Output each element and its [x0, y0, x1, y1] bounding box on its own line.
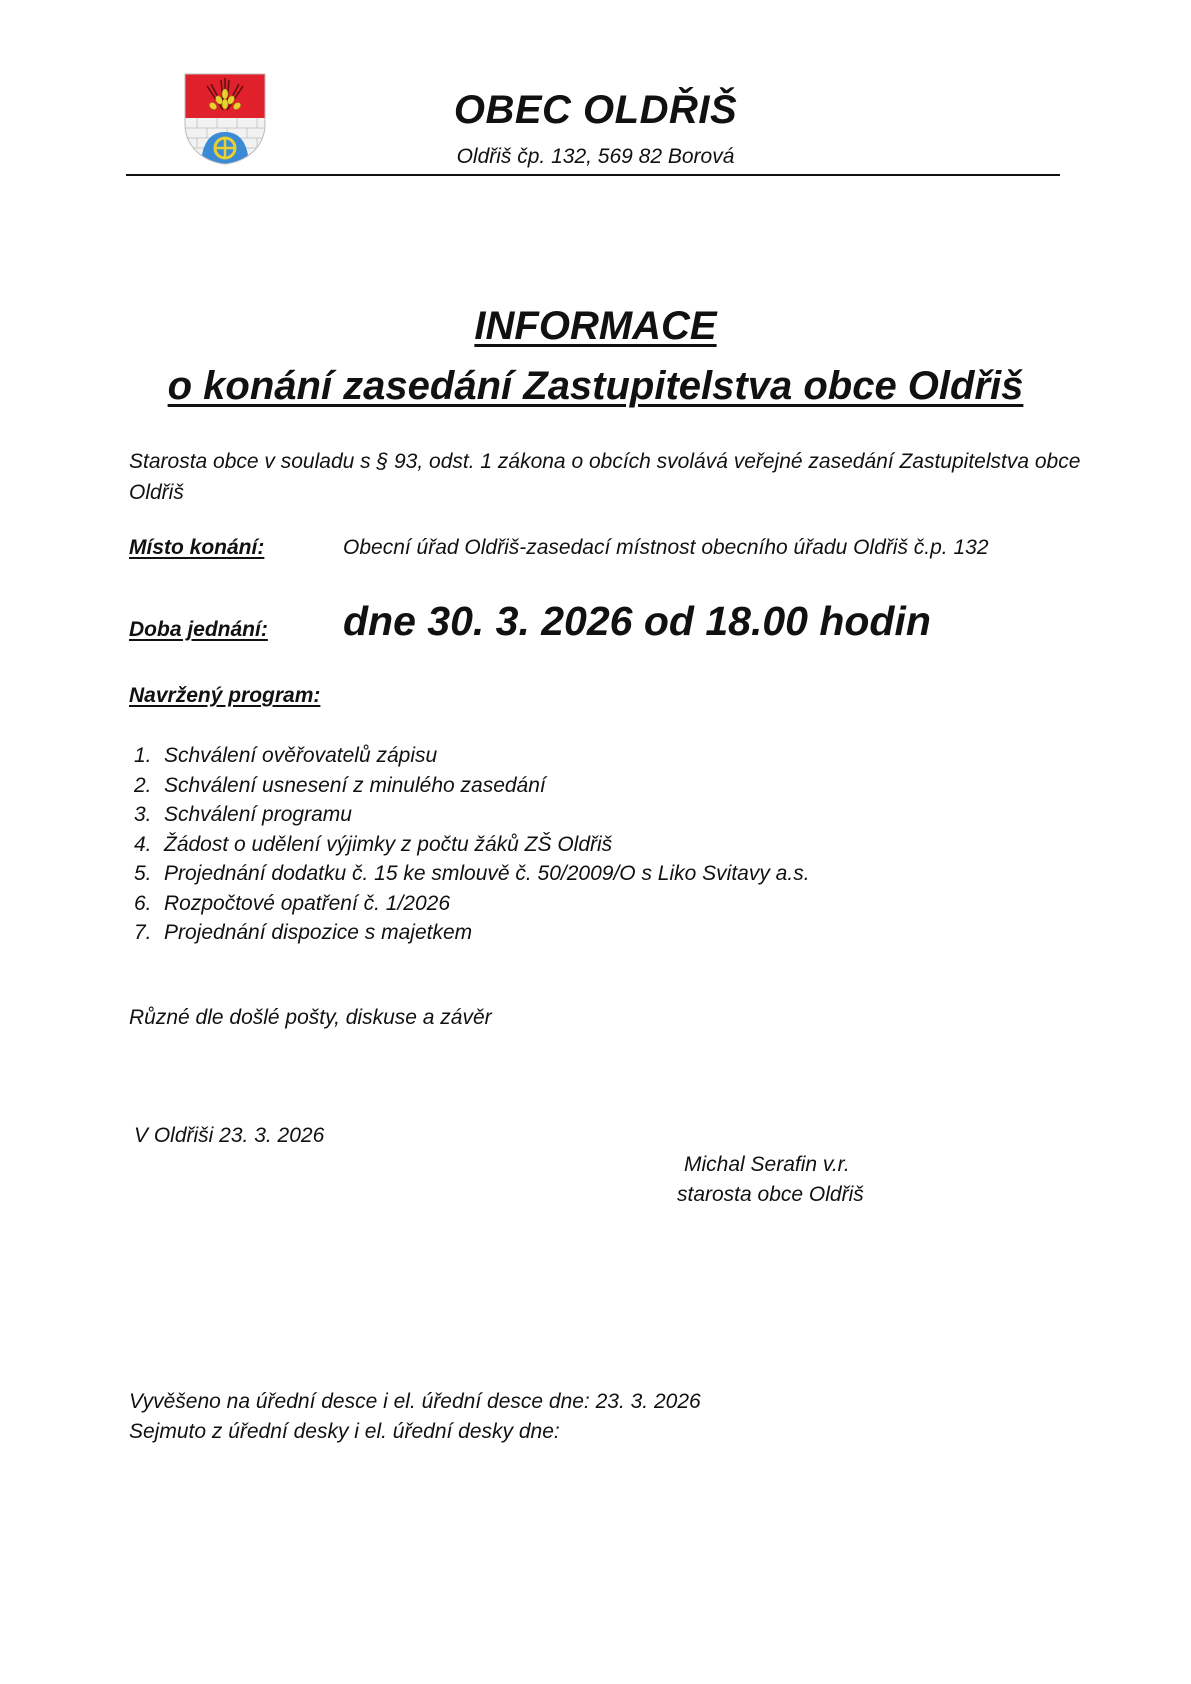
misc-note: Různé dle došlé pošty, diskuse a závěr	[129, 1006, 492, 1029]
intro-paragraph: Starosta obce v souladu s § 93, odst. 1 zákona o obcích svolává veřejné zasedání Zastupitelstva obce Oldřiš	[129, 450, 1081, 504]
agenda-item-text: Rozpočtové opatření č. 1/2026	[164, 891, 451, 915]
agenda-item-text: Žádost o udělení výjimky z počtu žáků ZŠ Oldřiš	[164, 832, 613, 856]
agenda-item	[134, 830, 810, 860]
agenda-item-number: 3.	[134, 803, 152, 826]
agenda-item	[134, 889, 810, 919]
organization-name: OBEC OLDŘIŠ	[453, 88, 738, 132]
program-label: Navržený program:	[129, 684, 321, 707]
agenda-item	[134, 741, 810, 771]
agenda-item	[134, 859, 810, 889]
agenda-item	[134, 800, 810, 830]
time-label: Doba jednání:	[129, 618, 268, 641]
organization-address: Oldřiš čp. 132, 569 82 Borová	[456, 145, 735, 168]
agenda-item-number: 1.	[134, 744, 152, 767]
posted-date-note: Vyvěšeno na úřední desce i el. úřední desce dne: 23. 3. 2026	[129, 1390, 701, 1413]
document-subtitle: o konání zasedání Zastupitelstva obce Oldřiš	[167, 364, 1024, 408]
agenda-item-number: 7.	[134, 921, 152, 944]
agenda-item-number: 6.	[134, 891, 152, 915]
agenda-item-text: Schválení usnesení z minulého zasedání	[164, 773, 546, 797]
place-and-date: V Oldřiši 23. 3. 2026	[134, 1124, 325, 1147]
agenda-item	[134, 918, 810, 948]
agenda-item	[134, 771, 810, 801]
agenda-item-number: 2.	[134, 773, 152, 797]
removed-date-note: Sejmuto z úřední desky i el. úřední desky dne:	[129, 1420, 560, 1443]
agenda-item-text: Schválení ověřovatelů zápisu	[164, 744, 438, 767]
agenda-item-text: Schválení programu	[164, 803, 352, 826]
agenda-item-text: Projednání dodatku č. 15 ke smlouvě č. 50/2009/O s Liko Svitavy a.s.	[164, 862, 810, 885]
document-title: INFORMACE	[474, 304, 717, 348]
signatory-name: Michal Serafin v.r.	[684, 1153, 850, 1176]
place-label: Místo konání:	[129, 536, 265, 559]
agenda-list	[134, 741, 810, 948]
place-value: Obecní úřad Oldřiš-zasedací místnost obecního úřadu Oldřiš č.p. 132	[343, 536, 989, 559]
header-divider	[126, 174, 1060, 176]
agenda-item-number: 5.	[134, 862, 152, 885]
time-value: dne 30. 3. 2026 od 18.00 hodin	[343, 598, 931, 644]
agenda-item-text: Projednání dispozice s majetkem	[164, 921, 473, 944]
agenda-item-number: 4.	[134, 832, 152, 856]
signatory-role: starosta obce Oldřiš	[677, 1183, 864, 1206]
